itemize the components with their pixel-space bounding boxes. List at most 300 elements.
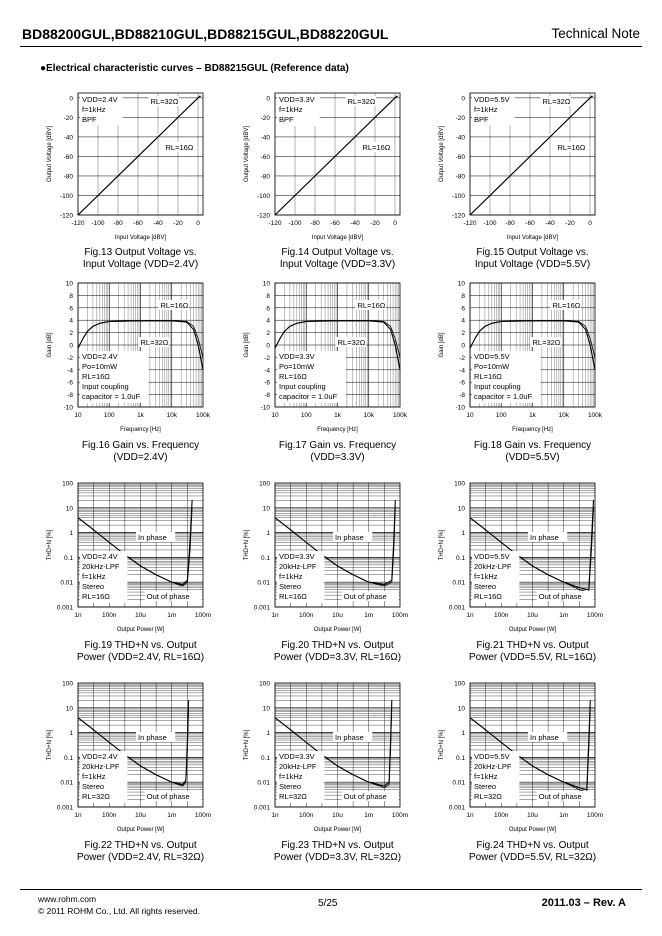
x-axis-title: Frequency [Hz] (120, 427, 161, 433)
y-tick-label: -80 (455, 173, 465, 181)
y-tick-label: 0.001 (56, 804, 73, 812)
note-line: RL=32Ω (474, 792, 502, 801)
x-axis-title: Input Voltage [dBV] (506, 235, 559, 241)
y-tick-label: 10 (65, 705, 73, 713)
y-tick-label: 4 (266, 317, 270, 325)
chart-fig20 (244, 480, 409, 633)
y-tick-label: 0 (461, 342, 465, 350)
label-rl32: RL=32Ω (532, 338, 561, 347)
x-tick-label: -20 (173, 220, 183, 227)
chart-fig22 (47, 680, 212, 833)
caption-line: Input Voltage (VDD=5.5V) (474, 259, 591, 270)
caption-line: (VDD=2.4V) (113, 452, 168, 463)
y-tick-label: 100 (454, 680, 465, 688)
x-tick-label: 100k (195, 412, 211, 419)
y-axis-title: Gain [dB] (439, 332, 445, 358)
caption-line: Fig.16 Gain vs. Frequency (81, 440, 200, 451)
y-tick-label: 4 (69, 317, 73, 325)
y-tick-label: 2 (266, 330, 270, 338)
note-line: Input coupling (82, 382, 129, 391)
chart-fig24 (439, 680, 604, 833)
y-tick-label: -2 (459, 354, 465, 362)
note-line: RL=32Ω (279, 792, 307, 801)
y-axis-title: THD+N [%] (244, 729, 250, 761)
y-tick-label: 100 (62, 480, 73, 488)
x-tick-label: 100n (102, 812, 117, 819)
x-tick-label: -100 (288, 220, 302, 227)
note-line: BPF (82, 115, 97, 124)
note-line: VDD=2.4V (82, 95, 118, 104)
footer-copyright: © 2011 ROHM Co., Ltd. All rights reserved. (38, 906, 201, 916)
caption-line: Fig.18 Gain vs. Frequency (473, 440, 592, 451)
x-tick-label: 1n (271, 612, 279, 619)
y-tick-label: -60 (455, 153, 465, 161)
plot-area (439, 680, 604, 833)
chart-fig21 (439, 480, 604, 633)
x-tick-label: 0 (196, 220, 200, 227)
caption-line: Power (VDD=2.4V, RL=16Ω) (76, 652, 205, 663)
y-tick-label: 0.1 (260, 754, 270, 762)
figure-caption (238, 440, 438, 464)
y-axis-title: Gain [dB] (244, 332, 250, 358)
note-line: RL=16Ω (279, 592, 307, 601)
plot-area (47, 480, 212, 633)
label-out-of-phase: Out of phase (343, 592, 387, 601)
y-tick-label: -120 (451, 212, 465, 220)
y-tick-label: -10 (63, 404, 73, 412)
figure-caption (238, 640, 438, 664)
caption-line: Fig.21 THD+N vs. Output (476, 640, 589, 651)
plot-area (439, 93, 595, 241)
x-tick-label: 100n (494, 812, 509, 819)
caption-line: Input Voltage (VDD=2.4V) (82, 259, 199, 270)
x-tick-label: 1n (466, 812, 474, 819)
x-tick-label: -100 (91, 220, 105, 227)
note-line: capacitor = 1.0uF (474, 392, 533, 401)
x-tick-label: 10u (135, 812, 146, 819)
y-tick-label: -20 (260, 114, 270, 122)
note-line: RL=16Ω (82, 372, 110, 381)
y-tick-label: -80 (63, 173, 73, 181)
plot-area (244, 480, 409, 633)
x-tick-label: 1m (167, 612, 177, 619)
note-line: VDD=3.3V (279, 752, 315, 761)
x-tick-label: 1n (271, 812, 279, 819)
x-tick-label: 100n (102, 612, 117, 619)
x-tick-label: 1k (334, 412, 341, 419)
caption-line: (VDD=3.3V) (310, 452, 365, 463)
note-line: 20kHz-LPF (82, 762, 120, 771)
x-tick-label: 1n (74, 812, 82, 819)
y-tick-label: 0.001 (253, 804, 270, 812)
y-tick-label: -60 (63, 153, 73, 161)
y-tick-label: -100 (256, 192, 270, 200)
x-axis-title: Input Voltage [dBV] (114, 235, 167, 241)
conditions-note (80, 551, 127, 603)
label-rl16: RL=16Ω (362, 143, 391, 152)
revision: 2011.03 – Rev. A (541, 897, 626, 909)
note-line: VDD=5.5V (474, 752, 510, 761)
chart-fig13 (47, 93, 203, 241)
note-line: Stereo (82, 582, 105, 591)
x-tick-label: 1n (74, 612, 82, 619)
caption-line: Fig.20 THD+N vs. Output (281, 640, 394, 651)
document-title: BD88200GUL,BD88210GUL,BD88215GUL,BD88220GUL (22, 26, 389, 42)
y-tick-label: 100 (259, 480, 270, 488)
y-tick-label: -8 (264, 392, 270, 400)
y-tick-label: -10 (260, 404, 270, 412)
caption-line: Fig.14 Output Voltage vs. (281, 247, 394, 258)
x-tick-label: 1m (364, 812, 374, 819)
conditions-note (80, 351, 149, 403)
x-tick-label: -60 (525, 220, 535, 227)
x-tick-label: 10u (527, 812, 538, 819)
y-tick-label: -120 (59, 212, 73, 220)
y-tick-label: -100 (451, 192, 465, 200)
y-tick-label: 0.01 (452, 579, 465, 587)
plot-area (244, 680, 409, 833)
chart-fig23 (244, 680, 409, 833)
y-tick-label: 0.1 (63, 554, 73, 562)
x-tick-label: -120 (71, 220, 85, 227)
y-tick-label: -100 (59, 192, 73, 200)
note-line: f=1kHz (279, 105, 303, 114)
x-tick-label: 100m (194, 812, 212, 819)
y-tick-label: 10 (262, 280, 270, 288)
y-tick-label: 0.01 (257, 779, 270, 787)
x-tick-label: -60 (133, 220, 143, 227)
note-line: VDD=2.4V (82, 752, 118, 761)
y-tick-label: 0.01 (60, 579, 73, 587)
note-line: VDD=5.5V (474, 352, 510, 361)
note-line: 20kHz-LPF (279, 562, 317, 571)
label-out-of-phase: Out of phase (146, 792, 190, 801)
note-line: BPF (279, 115, 294, 124)
label-rl16: RL=16Ω (165, 143, 194, 152)
caption-line: (VDD=5.5V) (505, 452, 560, 463)
y-tick-label: -60 (260, 153, 270, 161)
y-tick-label: 0.1 (63, 754, 73, 762)
plot-area (439, 480, 604, 633)
note-line: Po=10mW (474, 362, 510, 371)
x-tick-label: -20 (565, 220, 575, 227)
y-tick-label: 2 (69, 330, 73, 338)
y-tick-label: 10 (65, 280, 73, 288)
x-tick-label: 10u (527, 612, 538, 619)
figure-caption (433, 247, 633, 271)
conditions-note (472, 551, 519, 603)
label-out-of-phase: Out of phase (538, 592, 582, 601)
conditions-note (277, 751, 324, 803)
conditions-note (472, 351, 541, 403)
x-axis-title: Frequency [Hz] (317, 427, 358, 433)
note-line: Input coupling (279, 382, 326, 391)
x-tick-label: -40 (153, 220, 163, 227)
label-in-phase: In phase (530, 533, 559, 542)
note-line: f=1kHz (279, 772, 303, 781)
document-type: Technical Note (551, 26, 640, 41)
footer-divider (20, 889, 642, 890)
figure-caption (41, 440, 241, 464)
y-tick-label: 8 (461, 292, 465, 300)
y-tick-label: 1 (69, 530, 73, 538)
plot-area (47, 280, 211, 433)
label-in-phase: In phase (138, 733, 167, 742)
caption-line: Fig.17 Gain vs. Frequency (278, 440, 397, 451)
x-tick-label: 100n (299, 612, 314, 619)
figure-caption (433, 440, 633, 464)
note-line: capacitor = 1.0uF (279, 392, 338, 401)
y-tick-label: -4 (67, 367, 73, 375)
y-tick-label: 10 (457, 705, 465, 713)
conditions-note (80, 94, 123, 126)
note-line: VDD=3.3V (279, 352, 315, 361)
plot-area (47, 680, 212, 833)
label-rl16: RL=16Ω (552, 301, 581, 310)
y-tick-label: 0 (266, 342, 270, 350)
caption-line: Power (VDD=5.5V, RL=16Ω) (468, 652, 597, 663)
y-tick-label: -6 (67, 379, 73, 387)
note-line: f=1kHz (474, 105, 498, 114)
x-tick-label: 1k (529, 412, 536, 419)
note-line: VDD=2.4V (82, 552, 118, 561)
x-tick-label: 0 (393, 220, 397, 227)
y-tick-label: -40 (63, 134, 73, 142)
label-rl32: RL=32Ω (542, 97, 571, 106)
conditions-note (472, 751, 519, 803)
label-rl32: RL=32Ω (337, 338, 366, 347)
x-tick-label: 10 (74, 412, 82, 419)
label-rl16: RL=16Ω (557, 143, 586, 152)
x-tick-label: 100 (103, 412, 115, 419)
y-axis-title: Gain [dB] (47, 332, 53, 358)
x-tick-label: -120 (463, 220, 477, 227)
label-rl32: RL=32Ω (140, 338, 169, 347)
x-axis-title: Output Power [W] (508, 827, 557, 833)
y-axis-title: Output Voltage [dBV] (244, 125, 250, 183)
x-tick-label: -80 (310, 220, 320, 227)
label-rl32: RL=32Ω (150, 97, 179, 106)
x-tick-label: 10u (135, 612, 146, 619)
y-tick-label: 0.01 (452, 779, 465, 787)
x-tick-label: 100k (392, 412, 408, 419)
y-axis-title: THD+N [%] (47, 529, 53, 561)
x-tick-label: 10 (271, 412, 279, 419)
x-tick-label: 10k (363, 412, 374, 419)
y-tick-label: 10 (65, 505, 73, 513)
page-number: 5/25 (318, 898, 338, 909)
plot-area (244, 280, 408, 433)
label-in-phase: In phase (530, 733, 559, 742)
y-tick-label: -80 (260, 173, 270, 181)
x-tick-label: -60 (330, 220, 340, 227)
x-tick-label: 1m (559, 612, 569, 619)
note-line: 20kHz-LPF (82, 562, 120, 571)
y-axis-title: Output Voltage [dBV] (439, 125, 445, 183)
x-axis-title: Input Voltage [dBV] (311, 235, 364, 241)
caption-line: Fig.24 THD+N vs. Output (476, 840, 589, 851)
x-tick-label: -120 (268, 220, 282, 227)
y-tick-label: 4 (461, 317, 465, 325)
y-tick-label: -20 (63, 114, 73, 122)
note-line: Input coupling (474, 382, 521, 391)
chart-fig14 (244, 93, 400, 241)
x-tick-label: 100n (494, 612, 509, 619)
note-line: f=1kHz (474, 572, 498, 581)
x-tick-label: 1m (559, 812, 569, 819)
plot-area (439, 280, 603, 433)
x-tick-label: -40 (545, 220, 555, 227)
conditions-note (472, 94, 515, 126)
label-out-of-phase: Out of phase (538, 792, 582, 801)
y-tick-label: 0.01 (60, 779, 73, 787)
y-tick-label: 10 (262, 705, 270, 713)
y-tick-label: -20 (455, 114, 465, 122)
x-tick-label: 100m (391, 612, 409, 619)
note-line: RL=16Ω (82, 592, 110, 601)
caption-line: Input Voltage (VDD=3.3V) (279, 259, 396, 270)
plot-area (47, 93, 203, 241)
y-tick-label: -6 (264, 379, 270, 387)
note-line: f=1kHz (82, 572, 106, 581)
chart-fig18 (439, 280, 603, 433)
y-tick-label: -40 (260, 134, 270, 142)
x-tick-label: 100k (587, 412, 603, 419)
y-tick-label: 8 (266, 292, 270, 300)
note-line: VDD=3.3V (279, 95, 315, 104)
chart-fig16 (47, 280, 211, 433)
y-tick-label: 1 (461, 530, 465, 538)
header-divider (20, 46, 642, 47)
y-axis-title: THD+N [%] (244, 529, 250, 561)
y-tick-label: 0.001 (253, 604, 270, 612)
plot-area (244, 93, 400, 241)
x-tick-label: 100m (194, 612, 212, 619)
y-tick-label: 6 (69, 305, 73, 313)
y-tick-label: -2 (264, 354, 270, 362)
y-tick-label: -4 (264, 367, 270, 375)
label-out-of-phase: Out of phase (343, 792, 387, 801)
caption-line: Fig.23 THD+N vs. Output (281, 840, 394, 851)
caption-line: Fig.15 Output Voltage vs. (476, 247, 589, 258)
y-axis-title: THD+N [%] (439, 729, 445, 761)
chart-fig19 (47, 480, 212, 633)
x-tick-label: 10u (332, 812, 343, 819)
y-tick-label: 0.1 (455, 754, 465, 762)
y-tick-label: 0.01 (257, 579, 270, 587)
y-tick-label: 0 (266, 95, 270, 103)
note-line: Stereo (474, 582, 497, 591)
caption-line: Fig.13 Output Voltage vs. (84, 247, 197, 258)
y-tick-label: 100 (62, 680, 73, 688)
label-in-phase: In phase (335, 733, 364, 742)
note-line: Stereo (474, 782, 497, 791)
note-line: f=1kHz (82, 105, 106, 114)
x-tick-label: 100 (495, 412, 507, 419)
y-tick-label: 10 (262, 505, 270, 513)
y-tick-label: -6 (459, 379, 465, 387)
y-tick-label: 0.001 (448, 804, 465, 812)
x-axis-title: Frequency [Hz] (512, 427, 553, 433)
x-axis-title: Output Power [W] (116, 827, 165, 833)
y-tick-label: 0.1 (260, 554, 270, 562)
x-tick-label: 1n (466, 612, 474, 619)
note-line: Po=10mW (279, 362, 315, 371)
y-axis-title: THD+N [%] (439, 529, 445, 561)
label-rl16: RL=16Ω (160, 301, 189, 310)
y-tick-label: -120 (256, 212, 270, 220)
note-line: VDD=5.5V (474, 95, 510, 104)
chart-fig17 (244, 280, 408, 433)
label-out-of-phase: Out of phase (146, 592, 190, 601)
y-tick-label: -10 (455, 404, 465, 412)
figure-caption (41, 247, 241, 271)
y-tick-label: 0.001 (56, 604, 73, 612)
x-tick-label: 100n (299, 812, 314, 819)
conditions-note (277, 94, 320, 126)
x-tick-label: -20 (370, 220, 380, 227)
y-tick-label: 0 (69, 95, 73, 103)
caption-line: Fig.19 THD+N vs. Output (84, 640, 197, 651)
section-title: ●Electrical characteristic curves – BD88215GUL (Reference data) (40, 63, 349, 74)
y-tick-label: 6 (266, 305, 270, 313)
caption-line: Power (VDD=2.4V, RL=32Ω) (76, 852, 205, 863)
note-line: RL=16Ω (474, 372, 502, 381)
note-line: 20kHz-LPF (474, 762, 512, 771)
figure-caption (238, 840, 438, 864)
note-line: Po=10mW (82, 362, 118, 371)
label-in-phase: In phase (335, 533, 364, 542)
x-axis-title: Output Power [W] (116, 627, 165, 633)
x-tick-label: 100m (391, 812, 409, 819)
x-tick-label: -100 (483, 220, 497, 227)
caption-line: Power (VDD=5.5V, RL=32Ω) (468, 852, 597, 863)
conditions-note (80, 751, 127, 803)
y-tick-label: -2 (67, 354, 73, 362)
note-line: RL=16Ω (474, 592, 502, 601)
label-in-phase: In phase (138, 533, 167, 542)
label-rl16: RL=16Ω (357, 301, 386, 310)
note-line: VDD=2.4V (82, 352, 118, 361)
x-axis-title: Output Power [W] (313, 827, 362, 833)
y-tick-label: 6 (461, 305, 465, 313)
note-line: BPF (474, 115, 489, 124)
figure-caption (41, 840, 241, 864)
conditions-note (277, 551, 324, 603)
chart-fig15 (439, 93, 595, 241)
y-tick-label: -8 (459, 392, 465, 400)
y-tick-label: -4 (459, 367, 465, 375)
y-tick-label: 10 (457, 280, 465, 288)
x-tick-label: 1k (137, 412, 144, 419)
y-tick-label: -8 (67, 392, 73, 400)
x-tick-label: 0 (588, 220, 592, 227)
footer-url[interactable]: www.rohm.com (38, 894, 97, 904)
x-tick-label: 100m (586, 812, 604, 819)
y-tick-label: 1 (266, 730, 270, 738)
x-tick-label: 10u (332, 612, 343, 619)
figure-caption (433, 840, 633, 864)
y-tick-label: 1 (69, 730, 73, 738)
y-tick-label: 0 (69, 342, 73, 350)
y-tick-label: 100 (454, 480, 465, 488)
x-tick-label: -80 (113, 220, 123, 227)
x-tick-label: 10 (466, 412, 474, 419)
figure-caption (238, 247, 438, 271)
y-tick-label: 10 (457, 505, 465, 513)
figure-caption (433, 640, 633, 664)
note-line: f=1kHz (474, 772, 498, 781)
